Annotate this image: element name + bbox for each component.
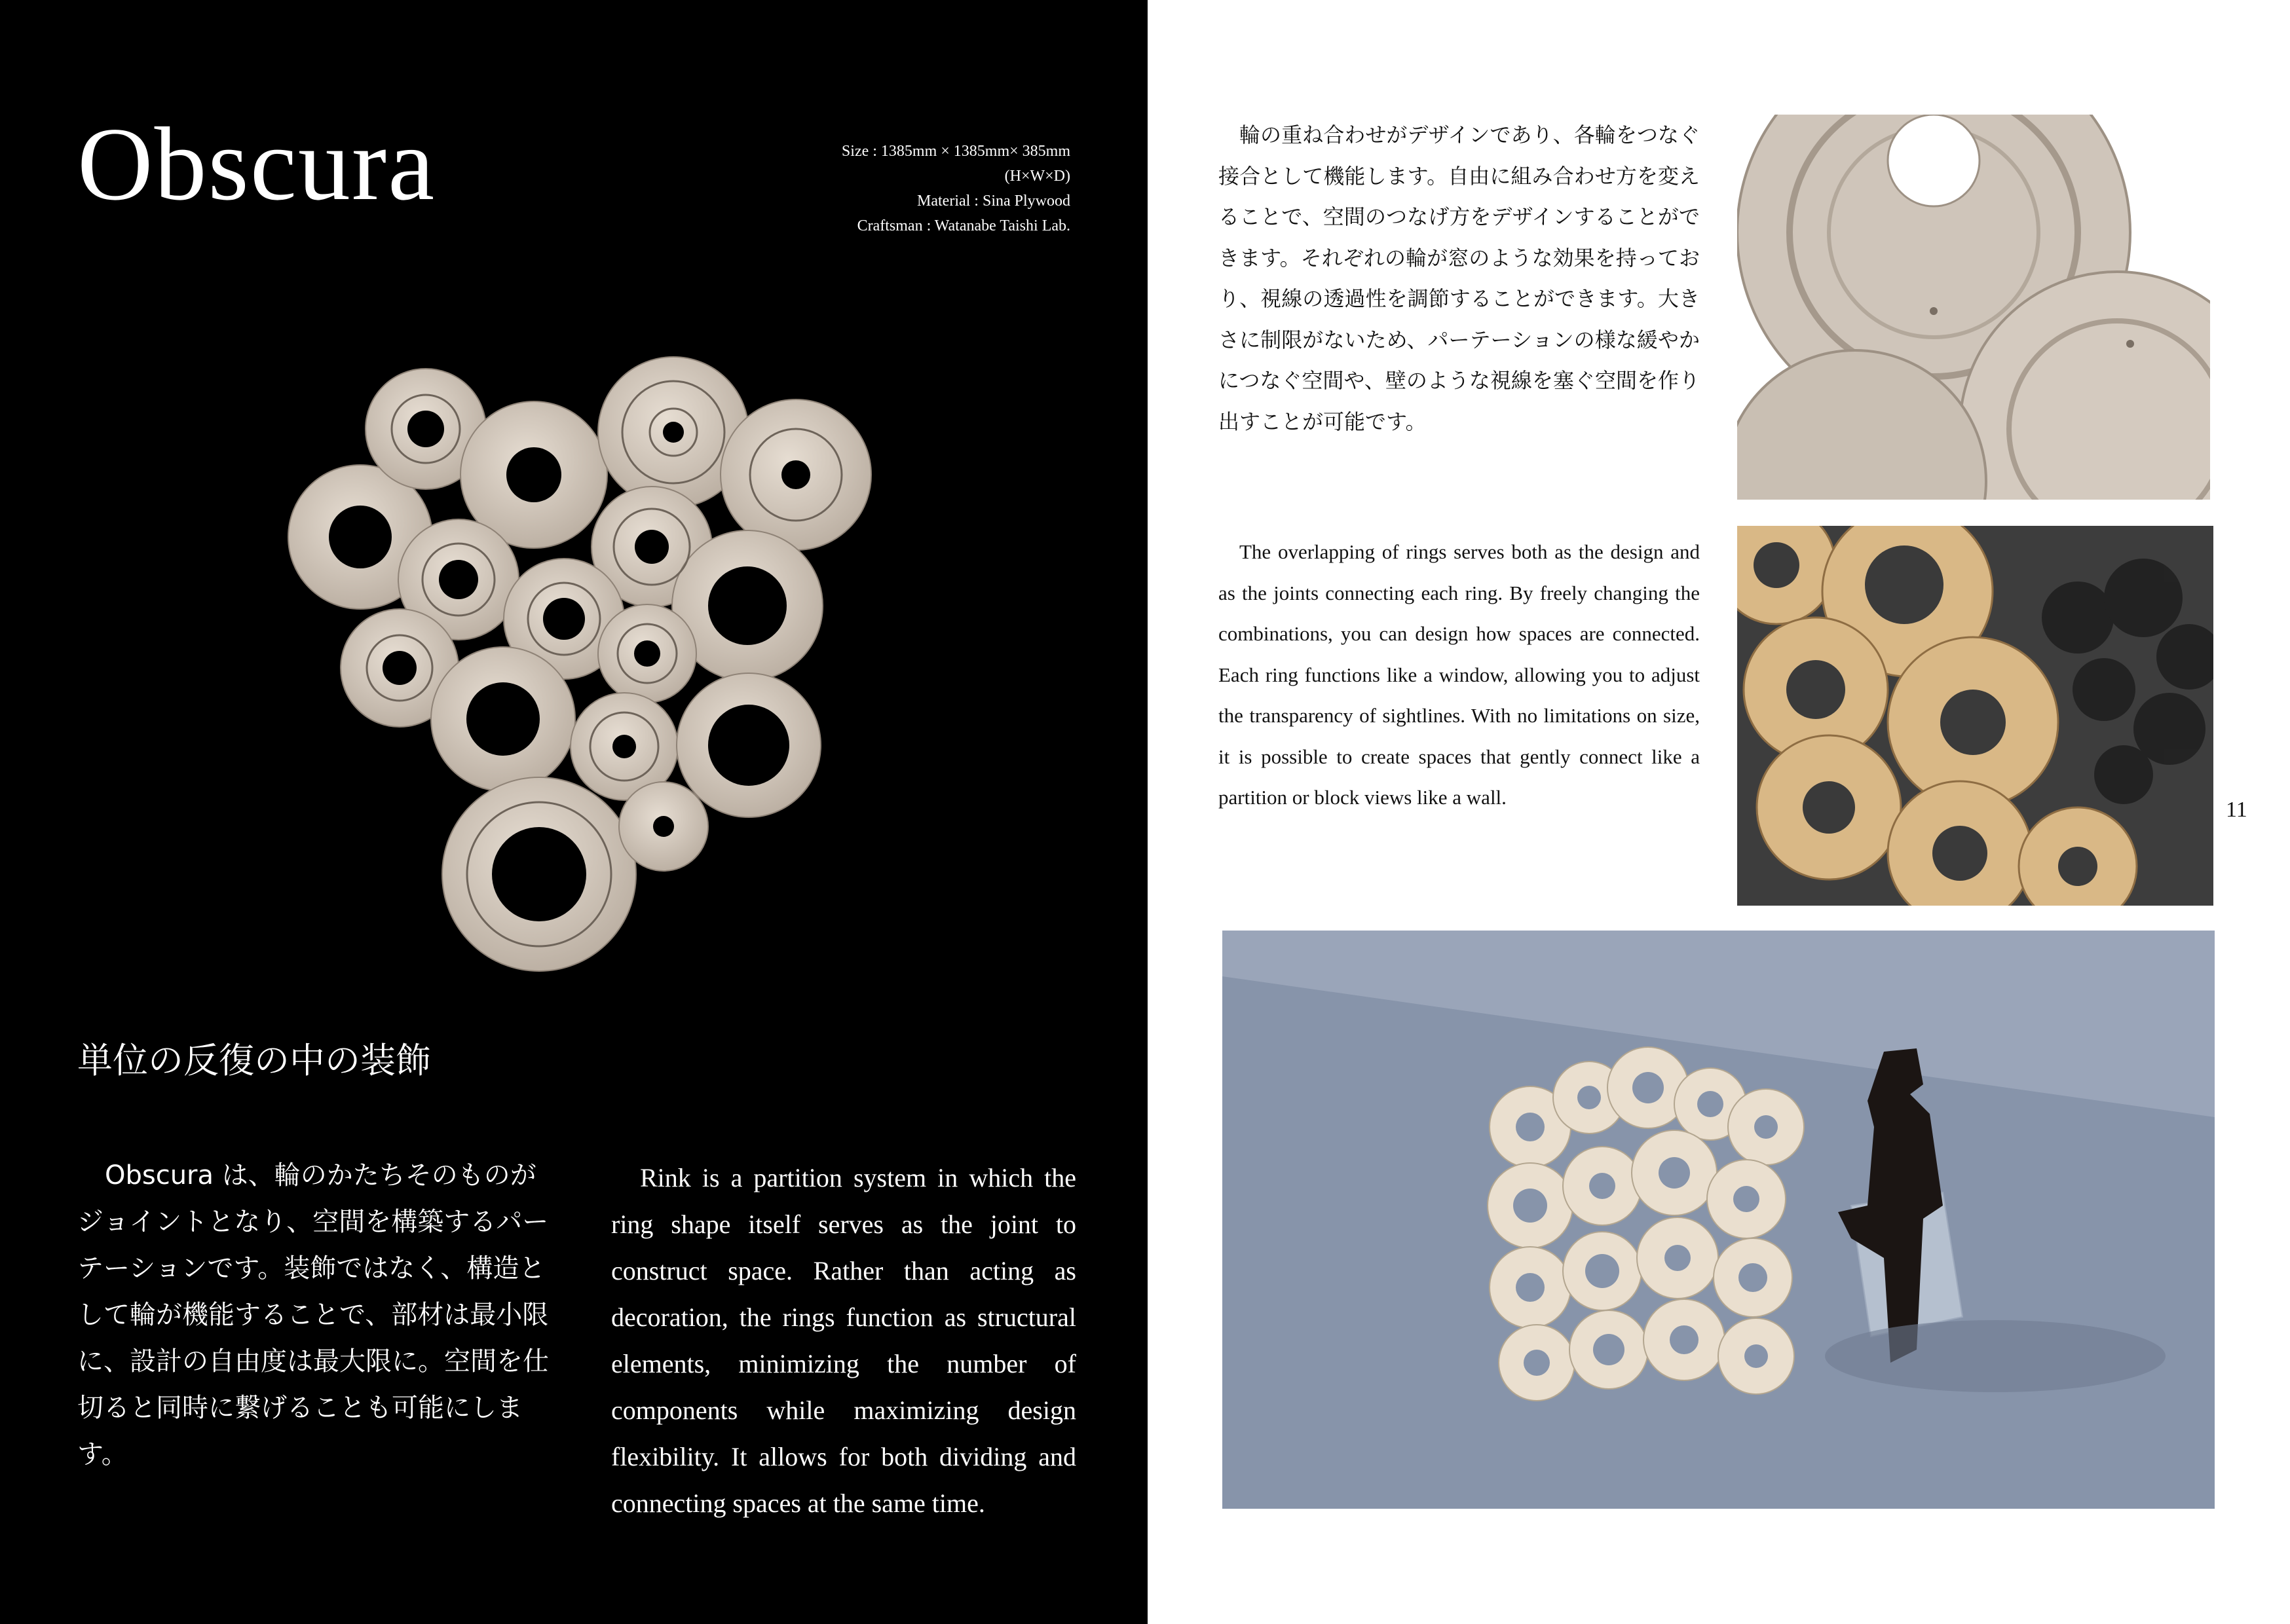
description-japanese: Obscura は、輪のかたちそのものがジョイントとなり、空間を構築するパーテーションです。装飾ではなく、構造として輪が機能することで、部材は最小限に、設計の自由度は最大限に。空間を仕切ると同時に繋げることも可能にします。 [77, 1160, 549, 1469]
rendering-image [1222, 931, 2215, 1509]
page-title: Obscura [77, 105, 436, 222]
product-photo-rings [269, 334, 897, 976]
detail-text-japanese: 輪の重ね合わせがデザインであり、各輪をつなぐ接合として機能します。自由に組み合わせ方を変えることで、空間のつなげ方をデザインすることができます。それぞれの輪が窓のような効果を持っており、視線の透過性を調節することができます。大きさに制限がないため、パーテーションの様な緩やかにつなぐ空間や、壁のような視線を塞ぐ空間を作り出すことが可能です。 [1218, 122, 1700, 434]
subtitle: 単位の反復の中の装飾 [77, 1040, 431, 1081]
specifications [677, 139, 1070, 238]
spec-material: Material : Sina Plywood [917, 193, 1070, 210]
page-number: 11 [2226, 798, 2247, 822]
spec-size: Size : 1385mm × 1385mm× 385mm [841, 143, 1070, 160]
detail-text-english: The overlapping of rings serves both as the design and as the joints connecting each ring. By freely changing the combinations, you can design how spaces are connected. Each ring functions like a window, allowing you to adjust the transparency of sightlines. With no limitations on size, it is possible to create spaces that gently connect like a partition or block views like a wall. [1218, 540, 1700, 809]
installation-photo [1737, 526, 2213, 906]
spec-craftsman: Craftsman : Watanabe Taishi Lab. [857, 217, 1070, 234]
spec-size-axes: (H×W×D) [1004, 168, 1070, 185]
closeup-photo [1737, 115, 2210, 500]
description-english: Rink is a partition system in which the ring shape itself serves as the joint to construct space. Rather than acting as decoration, the rings function as structural elements, minimizing the number of components while maximizing design flexibility. It allows for both dividing and connecting spaces at the same time. [611, 1163, 1076, 1518]
